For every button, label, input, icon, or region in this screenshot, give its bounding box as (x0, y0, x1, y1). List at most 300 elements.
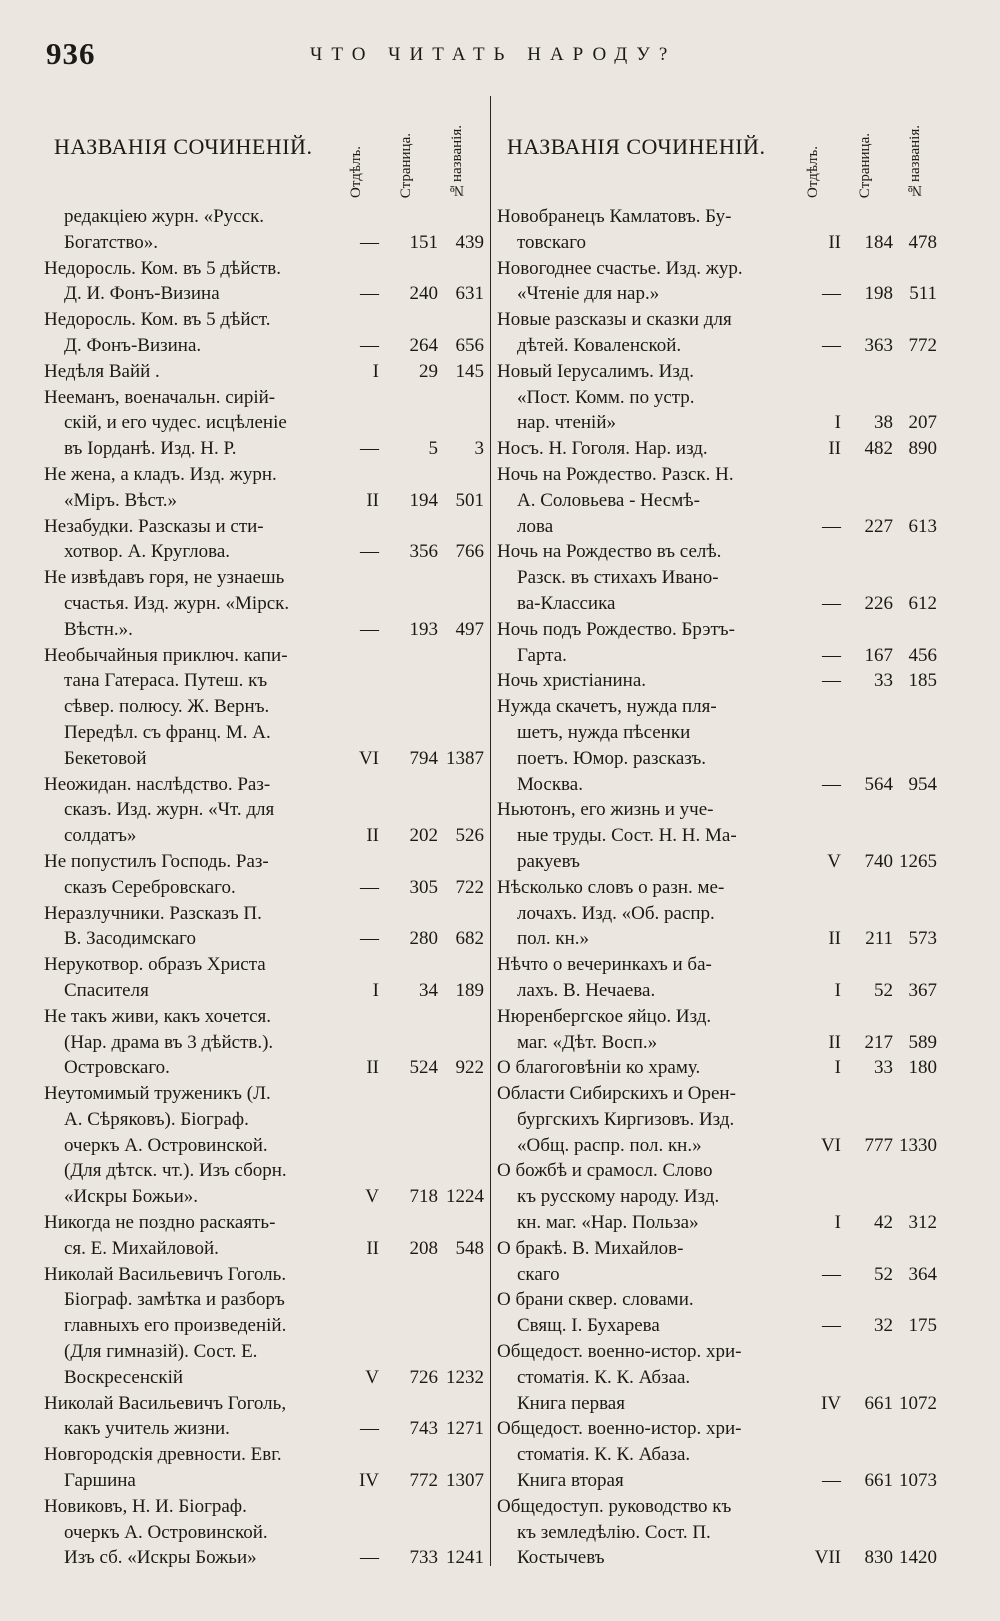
entry-refs (314, 1416, 484, 1442)
index-entry-line (497, 978, 937, 1004)
entry-section: — (360, 1547, 379, 1569)
entry-section: — (360, 541, 379, 563)
entry-title: тана Гатераса. Путеш. къ (64, 670, 268, 692)
entry-title: Не извѣдавъ горя, не узнаешь (44, 567, 285, 589)
entry-refs (767, 1313, 937, 1339)
entry-title: Спасителя (64, 979, 149, 1001)
index-entry-line (497, 539, 937, 565)
index-entry-line (44, 1262, 484, 1288)
index-entry-line (44, 849, 484, 875)
entry-number: 682 (455, 928, 484, 950)
entry-section: II (828, 928, 841, 950)
index-entry-line (44, 1494, 484, 1520)
entry-title: очеркъ А. Островинской. (64, 1521, 268, 1543)
entry-section: — (822, 592, 841, 614)
entry-section: — (822, 644, 841, 666)
entry-section: — (360, 1418, 379, 1440)
entry-title: Области Сибирскихъ и Орен- (497, 1083, 736, 1105)
index-entry-line (497, 1416, 937, 1442)
entry-page: 151 (409, 231, 438, 253)
entry-number: 367 (908, 979, 937, 1001)
entry-title: Не такъ живи, какъ хочется. (44, 1005, 272, 1027)
index-entry-line (497, 1236, 937, 1262)
entry-section: II (828, 231, 841, 253)
entry-number: 922 (455, 1057, 484, 1079)
index-entry-line (497, 307, 937, 333)
entry-section: II (366, 825, 379, 847)
index-entry-line (497, 385, 937, 411)
entry-section: — (822, 670, 841, 692)
entry-title: ные труды. Сост. Н. Н. Ма- (517, 825, 737, 847)
entry-refs (314, 359, 484, 385)
entry-refs (314, 617, 484, 643)
entry-page: 29 (419, 360, 438, 382)
entry-title: ва-Классика (517, 592, 616, 614)
entry-section: — (360, 438, 379, 460)
entry-page: 564 (864, 773, 893, 795)
entry-page: 5 (428, 438, 438, 460)
index-entry-line (44, 462, 484, 488)
index-entry-line (44, 668, 484, 694)
entry-page: 32 (874, 1315, 893, 1337)
entry-title: Нѣсколько словъ о разн. ме- (497, 876, 725, 898)
index-entry-line (44, 1365, 484, 1391)
number-column-label: №названія. (449, 125, 465, 198)
entry-title: Новогоднее счастье. Изд. жур. (497, 257, 743, 279)
entry-title: Николай Васильевичъ Гоголь. (44, 1263, 287, 1285)
entry-title: О божбѣ и срамосл. Слово (497, 1160, 713, 1182)
entry-title: ракуевъ (517, 850, 580, 872)
entry-number: 145 (455, 360, 484, 382)
entry-section: — (822, 515, 841, 537)
entry-title: Книга первая (517, 1392, 625, 1414)
index-entry-line (44, 591, 484, 617)
index-entry-line (497, 668, 937, 694)
entry-number: 589 (908, 1031, 937, 1053)
entry-number: 364 (908, 1263, 937, 1285)
entry-number: 890 (908, 438, 937, 460)
index-entry-line (497, 436, 937, 462)
entry-title: Новые разсказы и сказки для (497, 309, 732, 331)
index-entry-line (497, 1210, 937, 1236)
entry-title: главныхъ его произведеній. (64, 1315, 287, 1337)
entry-title: лочахъ. Изд. «Об. распр. (517, 902, 715, 924)
entry-refs (314, 1236, 484, 1262)
entry-number: 3 (474, 438, 484, 460)
index-entry-line (497, 565, 937, 591)
index-entry-line (44, 1442, 484, 1468)
entry-refs (767, 281, 937, 307)
entry-section: — (360, 876, 379, 898)
index-entry-line (44, 1210, 484, 1236)
entry-number: 1330 (899, 1134, 937, 1156)
index-entry-line (497, 1494, 937, 1520)
index-entry-line (497, 410, 937, 436)
entry-page: 42 (874, 1212, 893, 1234)
index-entry-line (44, 514, 484, 540)
index-entry-line (497, 746, 937, 772)
entry-title: Недѣля Вайй . (44, 360, 160, 382)
entry-number: 1072 (899, 1392, 937, 1414)
entry-page: 661 (864, 1470, 893, 1492)
entry-title: А. Соловьева - Несмѣ- (517, 489, 700, 511)
entry-title: Д. Фонъ-Визина. (64, 334, 202, 356)
index-entry-line (44, 952, 484, 978)
entry-title: Недоросль. Ком. въ 5 дѣйств. (44, 257, 281, 279)
entry-section: I (834, 1057, 841, 1079)
entry-page: 830 (864, 1547, 893, 1569)
entry-title: (Нар. драма въ 3 дѣйств.). (64, 1031, 274, 1053)
entry-number: 511 (909, 283, 937, 305)
entry-number: 501 (455, 489, 484, 511)
entry-section: II (366, 1237, 379, 1259)
entry-section: V (365, 1366, 379, 1388)
entry-section: V (827, 850, 841, 872)
entry-title: Книга вторая (517, 1470, 624, 1492)
entry-page: 718 (409, 1186, 438, 1208)
entry-section: I (372, 360, 379, 382)
entry-number: 1387 (446, 747, 484, 769)
index-entry-line (44, 1520, 484, 1546)
entry-number: 1420 (899, 1547, 937, 1569)
entry-number: 954 (908, 773, 937, 795)
entry-list (44, 204, 484, 1571)
index-entry-line (44, 307, 484, 333)
index-entry-line (497, 643, 937, 669)
entry-title: лахъ. В. Нечаева. (517, 979, 656, 1001)
entry-title: ся. Е. Михайловой. (64, 1237, 219, 1259)
entry-section: — (822, 1470, 841, 1492)
index-entry-line (497, 1545, 937, 1571)
entry-section: VI (820, 1134, 841, 1156)
entry-page: 202 (409, 825, 438, 847)
entry-title: нар. чтеній» (517, 412, 617, 434)
entry-page: 482 (864, 438, 893, 460)
entry-title: стоматія. К. К. Абзаа. (517, 1366, 691, 1388)
index-entry-line (44, 1468, 484, 1494)
index-entry-line (497, 488, 937, 514)
column-header (44, 92, 484, 204)
entry-number: 1265 (899, 850, 937, 872)
entry-page: 211 (865, 928, 893, 950)
entry-section: I (372, 979, 379, 1001)
entry-section: — (822, 283, 841, 305)
entry-page: 194 (409, 489, 438, 511)
entry-title: Нѣчто о вечеринкахъ и ба- (497, 954, 712, 976)
entry-refs (767, 333, 937, 359)
index-entry-line (44, 823, 484, 849)
entry-page: 217 (864, 1031, 893, 1053)
entry-title: Не жена, а кладъ. Изд. журн. (44, 463, 277, 485)
index-entry-line (497, 1365, 937, 1391)
entry-page: 794 (409, 747, 438, 769)
index-entry-line (497, 772, 937, 798)
index-entry-line (44, 1339, 484, 1365)
entry-refs (767, 514, 937, 540)
entry-section: IV (820, 1392, 841, 1414)
entry-title: товскаго (517, 231, 587, 253)
index-entry-line (497, 281, 937, 307)
entry-refs (314, 823, 484, 849)
entry-title: Костычевъ (517, 1547, 605, 1569)
entry-refs (314, 1184, 484, 1210)
entry-title: Не попустилъ Господь. Раз- (44, 850, 269, 872)
entry-number: 631 (455, 283, 484, 305)
entry-page: 661 (864, 1392, 893, 1414)
entry-section: — (822, 1263, 841, 1285)
entry-title: О благоговѣніи ко храму. (497, 1057, 701, 1079)
entry-title: Общедост. военно-истор. хри- (497, 1418, 742, 1440)
column-title: НАЗВАНІЯ СОЧИНЕНІЙ. (54, 134, 313, 159)
entry-title: О бракѣ. В. Михайлов- (497, 1237, 684, 1259)
entry-title: редакціею журн. «Русск. (64, 206, 265, 227)
entry-number: 656 (455, 334, 484, 356)
entry-list (497, 204, 937, 1571)
entry-number: 312 (908, 1212, 937, 1234)
entry-number: 1241 (446, 1547, 484, 1569)
left-column (44, 92, 484, 1571)
entry-title: А. Сѣряковъ). Біограф. (64, 1108, 249, 1130)
entry-number: 439 (455, 231, 484, 253)
entry-title: къ русскому народу. Изд. (517, 1186, 720, 1208)
entry-number: 722 (455, 876, 484, 898)
entry-section: II (366, 1057, 379, 1079)
entry-page: 33 (874, 1057, 893, 1079)
entry-page: 167 (864, 644, 893, 666)
entry-section: — (822, 1315, 841, 1337)
entry-title: Новобранецъ Камлатовъ. Бу- (497, 206, 732, 227)
index-entry-line (497, 1468, 937, 1494)
entry-number: 772 (908, 334, 937, 356)
entry-title: Николай Васильевичъ Гоголь, (44, 1392, 287, 1414)
index-entry-line (44, 617, 484, 643)
index-entry-line (497, 1184, 937, 1210)
index-entry-line (44, 1313, 484, 1339)
entry-title: Бекетовой (64, 747, 147, 769)
index-entry-line (44, 746, 484, 772)
index-entry-line (497, 1287, 937, 1313)
entry-number: 526 (455, 825, 484, 847)
entry-number: 175 (908, 1315, 937, 1337)
entry-refs (314, 1365, 484, 1391)
index-entry-line (497, 952, 937, 978)
entry-title: пол. кн.» (517, 928, 590, 950)
column-divider (490, 96, 491, 1566)
entry-title: Новиковъ, Н. И. Біограф. (44, 1495, 247, 1517)
entry-refs (767, 230, 937, 256)
entry-title: Никогда не поздно раскаять- (44, 1212, 276, 1234)
entry-section: — (360, 928, 379, 950)
index-entry-line (497, 1442, 937, 1468)
index-entry-line (44, 926, 484, 952)
index-entry-line (497, 694, 937, 720)
index-entry-line (44, 1107, 484, 1133)
entry-title: Островскаго. (64, 1057, 170, 1079)
index-entry-line (497, 359, 937, 385)
index-entry-line (44, 359, 484, 385)
entry-refs (767, 1468, 937, 1494)
entry-title: Воскресенскій (64, 1366, 184, 1388)
index-entry-line (497, 514, 937, 540)
entry-refs (314, 488, 484, 514)
index-entry-line (497, 1339, 937, 1365)
index-entry-line (497, 204, 937, 230)
index-entry-line (497, 1158, 937, 1184)
index-entry-line (44, 281, 484, 307)
entry-title: Нужда скачетъ, нужда пля- (497, 696, 717, 718)
entry-page: 726 (409, 1366, 438, 1388)
entry-refs (314, 230, 484, 256)
entry-title: Разск. въ стихахъ Ивано- (517, 567, 719, 589)
entry-title: Изъ сб. «Искры Божьи» (64, 1547, 257, 1569)
entry-number: 207 (908, 412, 937, 434)
index-entry-line (497, 849, 937, 875)
index-entry-line (497, 1133, 937, 1159)
index-entry-line (497, 875, 937, 901)
index-entry-line (497, 1004, 937, 1030)
entry-page: 38 (874, 412, 893, 434)
entry-title: Нееманъ, военачальн. сирій- (44, 386, 276, 408)
index-entry-line (497, 462, 937, 488)
entry-section: VII (814, 1547, 841, 1569)
entry-title: лова (517, 515, 554, 537)
index-entry-line (497, 1081, 937, 1107)
entry-refs (767, 849, 937, 875)
entry-title: Носъ. Н. Гоголя. Нар. изд. (497, 438, 708, 460)
index-entry-line (497, 1107, 937, 1133)
entry-refs (314, 746, 484, 772)
index-entry-line (497, 1262, 937, 1288)
index-entry-line (44, 643, 484, 669)
entry-title: В. Засодимскаго (64, 928, 196, 950)
index-entry-line (497, 823, 937, 849)
entry-refs (314, 875, 484, 901)
section-column-label: Отдѣлъ. (805, 146, 821, 198)
entry-title: Общедост. военно-истор. хри- (497, 1341, 742, 1363)
entry-section: IV (358, 1470, 379, 1492)
index-entry-line (497, 926, 937, 952)
index-entry-line (497, 901, 937, 927)
entry-title: скаго (517, 1263, 560, 1285)
index-entry-line (497, 1313, 937, 1339)
entry-title: стоматія. К. К. Абаза. (517, 1444, 691, 1466)
entry-title: Передѣл. съ франц. М. А. (64, 721, 271, 743)
section-column-label: Отдѣлъ. (348, 146, 364, 198)
entry-number: 612 (908, 592, 937, 614)
index-entry-line (44, 694, 484, 720)
entry-refs (767, 410, 937, 436)
index-entry-line (44, 1081, 484, 1107)
entry-number: 185 (908, 670, 937, 692)
entry-number: 573 (908, 928, 937, 950)
entry-refs (314, 1055, 484, 1081)
index-entry-line (44, 1133, 484, 1159)
index-entry-line (44, 1158, 484, 1184)
index-entry-line (44, 436, 484, 462)
entry-title: въ Іорданѣ. Изд. Н. Р. (64, 438, 237, 460)
index-entry-line (44, 204, 484, 230)
entry-refs (767, 1030, 937, 1056)
entry-refs (767, 591, 937, 617)
index-entry-line (497, 230, 937, 256)
entry-number: 613 (908, 515, 937, 537)
index-entry-line (44, 1004, 484, 1030)
entry-section: VI (358, 747, 379, 769)
entry-title: Неожидан. наслѣдство. Раз- (44, 773, 271, 795)
entry-section: V (365, 1186, 379, 1208)
entry-title: къ земледѣлію. Сост. П. (517, 1521, 711, 1543)
index-entry-line (44, 1391, 484, 1417)
entry-page: 184 (864, 231, 893, 253)
index-entry-line (44, 901, 484, 927)
entry-refs (767, 643, 937, 669)
entry-title: Неразлучники. Разсказъ П. (44, 902, 262, 924)
entry-title: кн. маг. «Нар. Польза» (517, 1212, 699, 1234)
entry-refs (767, 772, 937, 798)
index-entry-line (44, 797, 484, 823)
entry-title: шетъ, нужда пѣсенки (517, 721, 691, 743)
entry-refs (767, 1210, 937, 1236)
entry-refs (314, 281, 484, 307)
entry-section: — (360, 618, 379, 640)
entry-page: 227 (864, 515, 893, 537)
entry-page: 772 (409, 1470, 438, 1492)
entry-page: 193 (409, 618, 438, 640)
entry-number: 548 (455, 1237, 484, 1259)
entry-title: О брани сквер. словами. (497, 1289, 694, 1311)
entry-refs (767, 668, 937, 694)
entry-number: 1271 (446, 1418, 484, 1440)
entry-refs (314, 926, 484, 952)
index-entry-line (497, 591, 937, 617)
index-entry-line (497, 1055, 937, 1081)
entry-title: Гаршина (64, 1470, 136, 1492)
entry-title: хотвор. А. Круглова. (64, 541, 231, 563)
entry-title: Біограф. замѣтка и разборъ (64, 1289, 285, 1311)
entry-title: (Для гимназій). Сост. Е. (64, 1341, 258, 1363)
index-entry-line (44, 978, 484, 1004)
entry-section: — (360, 231, 379, 253)
index-entry-line (497, 617, 937, 643)
entry-refs (314, 1468, 484, 1494)
index-entry-line (44, 1184, 484, 1210)
entry-title: Недоросль. Ком. въ 5 дѣйст. (44, 309, 271, 331)
entry-title: счастья. Изд. журн. «Мірск. (64, 592, 290, 614)
index-entry-line (44, 1416, 484, 1442)
entry-title: «Чтеніе для нар.» (517, 283, 660, 305)
entry-refs (767, 1391, 937, 1417)
index-entry-line (44, 230, 484, 256)
entry-number: 189 (455, 979, 484, 1001)
entry-page: 743 (409, 1418, 438, 1440)
entry-section: II (366, 489, 379, 511)
page-column-label: Страница. (398, 132, 414, 198)
entry-page: 740 (864, 850, 893, 872)
entry-title: Новгородскія древности. Евг. (44, 1444, 282, 1466)
index-entry-line (44, 1287, 484, 1313)
entry-title: солдатъ» (64, 825, 137, 847)
entry-page: 363 (864, 334, 893, 356)
entry-number: 497 (455, 618, 484, 640)
entry-title: скій, и его чудес. исцѣленіе (64, 412, 287, 434)
entry-title: сказъ Серебровскаго. (64, 876, 236, 898)
column-title: НАЗВАНІЯ СОЧИНЕНІЙ. (507, 134, 766, 159)
entry-refs (767, 1055, 937, 1081)
entry-title: маг. «Дѣт. Восп.» (517, 1031, 658, 1053)
entry-title: Москва. (517, 773, 583, 795)
entry-title: какъ учитель жизни. (64, 1418, 230, 1440)
entry-title: Новый Іерусалимъ. Изд. (497, 360, 694, 382)
